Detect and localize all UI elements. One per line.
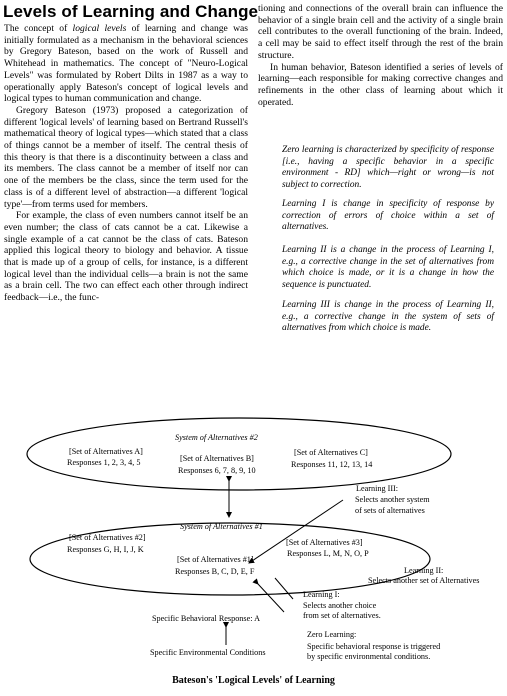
set-b-label: [Set of Alternatives B] [180,454,254,463]
quote-learning-3: Learning III is change in the process of Learning II, e.g., a corrective change in the system of sets of alternatives from which choice is made. [282,300,494,334]
learning-1-line-1: Selects another choice [303,601,377,610]
zero-learning-line-2: by specific environmental conditions. [307,652,431,661]
responses-a: Responses 1, 2, 3, 4, 5 [67,458,141,467]
zero-learning-title: Zero Learning: [307,630,357,639]
arrow-learning-1 [258,584,284,612]
set-a-label: [Set of Alternatives A] [69,447,143,456]
learning-2-line-1: Selects another set of Alternatives [368,576,480,585]
page-title: Levels of Learning and Change [3,2,259,21]
paragraph-2: Gregory Bateson (1973) proposed a categorization of different 'logical levels' of learning based on Bertrand Russell's mathematical theory of logical types—which stated that a class of things cannot be a member of itself. The central thesis of this theory is that there is a discontinuity between a class and its members. The class cannot be a member of itself nor can one of the members be the class, since the term used for the class is of a different level of abstraction—a different 'logical type'—from terms used for members. [4,104,248,210]
paragraph-4: tioning and connections of the overall brain can influence the behavior of a single brain cell and the activity of a single brain cell contributes to the overall functioning of the brain. Indeed, a cell may be said to effect itself through the rest of the brain structure. [258,3,503,61]
text-run: of learning and change was initially formulated as a mechanism in the behavioral sciences by Gregory Bateson, based on the work of Russell and Whitehead in mathematics. The concept of "Neuro-Logical Levels" was formulated by Robert Dilts in 1987 as a way to operationally apply Bateson's concept of logical levels and logical types to human communication and change. [4,23,249,105]
learning-1-title: Learning I: [303,590,340,599]
figure-caption: Bateson's 'Logical Levels' of Learning [172,675,335,686]
environmental-conditions: Specific Environmental Conditions [150,648,266,657]
learning-3-line-2: of sets of alternatives [355,506,425,515]
paragraph-5: In human behavior, Bateson identified a series of levels of learning—each responsible for making corrective changes and refinements in the other class of learning about which it operated. [258,61,503,108]
responses-c: Responses 11, 12, 13, 14 [291,460,373,469]
paragraph-3: For example, the class of even numbers cannot itself be an even number; the class of cats cannot be a cat. Likewise a single example of a cat cannot be the class of cats. Bateson applied this logical theory to biology and behavior. A tissue that is made up of a group of cells, for instance, is a different logical level than the individual cells—a brain is not the same as a brain cell. The two can effect each other through indirect feedback—i.e., the func- [4,210,248,304]
responses-b: Responses 6, 7, 8, 9, 10 [178,466,256,475]
learning-2-title: Learning II: [404,566,444,575]
system-1-label: System of Alternatives #1 [180,522,263,531]
responses-3: Responses L, M, N, O, P [287,549,369,558]
system-2-label: System of Alternatives #2 [175,433,258,442]
responses-1: Responses B, C, D, E, F [175,567,255,576]
quote-learning-1: Learning I is change in specificity of response by correction of errors of choice within a set of alternatives. [282,199,494,233]
quote-zero-learning: Zero learning is characterized by specificity of response [i.e., having a specific behavior in a specific environment - RD] which—right or wrong—is not subject to correction. [282,145,494,190]
learning-3-title: Learning III: [356,484,399,493]
arrow-learning-1-pointer [275,578,293,599]
text-run: The concept of [4,23,73,34]
set-2-label: [Set of Alternatives #2] [69,533,146,542]
learning-3-line-1: Selects another system [355,495,430,504]
emphasis-text: logical levels [72,23,127,34]
set-3-label: [Set of Alternatives #3] [286,538,363,547]
specific-behavioral-response: Specific Behavioral Response: A [152,614,261,623]
set-c-label: [Set of Alternatives C] [294,448,368,457]
learning-1-line-2: from set of alternatives. [303,611,381,620]
set-1-label: [Set of Alternatives #1] [177,555,254,564]
zero-learning-line-1: Specific behavioral response is triggered [307,642,441,651]
responses-2: Responses G, H, I, J, K [67,545,144,554]
quote-learning-2: Learning II is a change in the process of Learning I, e.g., a corrective change in the set of alternatives from which choice is made, or it is a change in how the sequence is punctuated. [282,245,494,290]
